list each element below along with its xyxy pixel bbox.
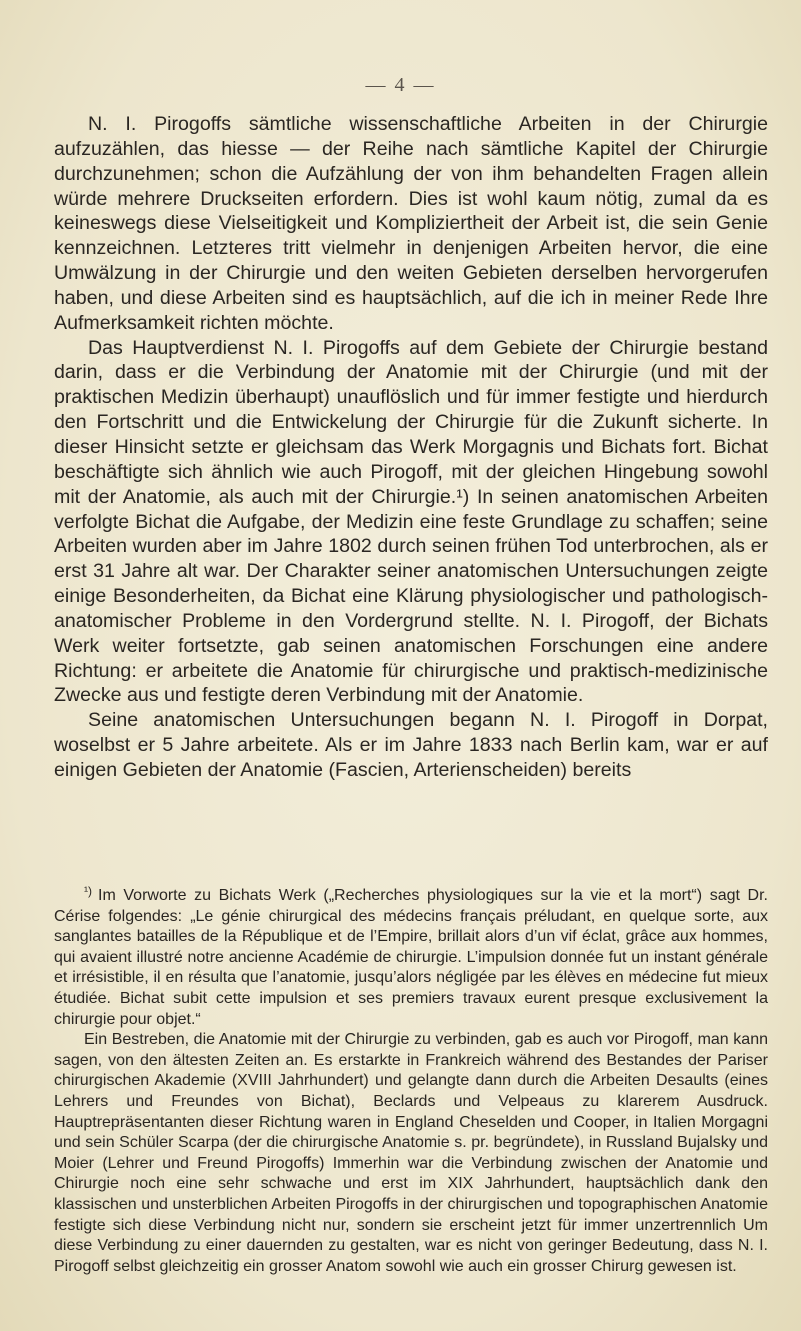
- footnote-paragraph-2: Ein Bestreben, die Anatomie mit der Chirurgie zu verbinden, gab es auch vor Pirogoff, man kann sagen, von den ältesten Zeiten an. Es erstarkte in Frankreich während des Bestandes der Pariser chirurgischen Akademie (XVIII Jahrhundert) und gelangte dann durch die Arbeiten Desaults (eines Lehrers und Freundes von Bichat), Beclards und Velpeaus zu klarerem Ausdruck. Hauptrepräsentanten dieser Richtung waren in England Cheselden und Cooper, in Italien Morgagni und sein Schüler Scarpa (der die chirurgische Anatomie s. pr. begründete), in Russland Bujalsky und Moier (Lehrer und Freund Pirogoffs) Immerhin war die Verbindung zwischen der Anatomie und Chirurgie noch eine sehr schwache und erst im XIX Jahrhundert, hauptsächlich dank den klassischen und unsterblichen Arbeiten Pirogoffs in der chirurgischen und topographischen Anatomie festigte sich diese Verbindung nicht nur, sondern sie erscheint jetzt für immer unzertrennlich Um diese Verbindung zu einer dauernden zu gestalten, war es nicht von geringer Bedeutung, dass N. I. Pirogoff selbst gleichzeitig ein grosser Anatom sowohl wie auch ein grosser Chirurg gewesen ist.: [54, 1031, 768, 1275]
- footnote-block: [54, 881, 768, 1277]
- main-text: [54, 112, 768, 783]
- body-paragraph-1: N. I. Pirogoffs sämtliche wissenschaftliche Arbeiten in der Chirurgie aufzuzählen, das hiesse — der Reihe nach sämtliche Kapitel der Chirurgie durchzunehmen; schon die Aufzählung der von ihm behandelten Fragen allein würde mehrere Druckseiten erfordern. Dies ist wohl kaum nötig, zumal da es keineswegs diese Vielseitigkeit und Kompliziertheit der Arbeit ist, die sein Genie kennzeichnen. Letzteres tritt vielmehr in denjenigen Arbeiten hervor, die eine Umwälzung in der Chirurgie und den weiten Gebieten derselben hervorgerufen haben, und diese Arbeiten sind es hauptsächlich, auf die ich in meiner Rede Ihre Aufmerksamkeit richten möchte.: [54, 113, 768, 334]
- body-paragraph-2: Das Hauptverdienst N. I. Pirogoffs auf dem Gebiete der Chirurgie bestand darin, dass er die Verbindung der Anatomie mit der Chirurgie (und mit der praktischen Medizin überhaupt) unauflöslich und für immer festigte und hierdurch den Fortschritt und die Entwickelung der Chirurgie für die Zukunft sicherte. In dieser Hinsicht setzte er gleichsam das Werk Morgagnis und Bichats fort. Bichat beschäftigte sich ähnlich wie auch Pirogoff, mit der gleichen Hingebung sowohl mit der Anatomie, als auch mit der Chirurgie.¹) In seinen anatomischen Arbeiten verfolgte Bichat die Aufgabe, der Medizin eine feste Grundlage zu schaffen; seine Arbeiten wurden aber im Jahre 1802 durch seinen frühen Tod unterbrochen, als er erst 31 Jahre alt war. Der Charakter seiner anatomischen Untersuchungen zeigte einige Besonderheiten, da Bichat eine Klärung physiologischer und pathologisch-anatomischer Probleme in den Vordergrund stellte. N. I. Pirogoff, der Bichats Werk weiter fortsetzte, gab seinen anatomischen Forschungen eine andere Richtung: er arbeitete die Anatomie für chirurgische und praktisch-medizinische Zwecke aus und festigte deren Verbindung mit der Anatomie.: [54, 336, 768, 707]
- footnote-paragraph-1: [54, 881, 768, 1030]
- footnote-marker: ¹): [84, 884, 92, 898]
- page-number: — 4 —: [365, 74, 436, 96]
- body-paragraph-3: Seine anatomischen Untersuchungen begann N. I. Pirogoff in Dorpat, woselbst er 5 Jahre arbeitete. Als er im Jahre 1833 nach Berlin kam, war er auf einigen Gebieten der Anatomie (Fascien, Arterienscheiden) bereits: [54, 709, 768, 781]
- footnote-text-1: Im Vorworte zu Bichats Werk („Recherches physiologiques sur la vie et la mort“) sagt Dr. Cérise folgendes: „Le génie chirurgical des médecins français préludant, en quelque sorte, aux sanglantes batailles de la République et de l’Empire, brillait alors d’un vif éclat, grâce aux hommes, qui avaient illustré notre ancienne Académie de chirurgie. L’impulsion donnée fut un instant générale et irrésistible, il en résulta que l’anatomie, jusqu’alors négligée par les élèves en médecine fut mieux étudiée. Bichat subit cette impulsion et ses premiers travaux eurent presque exclusivement la chirurgie pour objet.“: [54, 887, 768, 1028]
